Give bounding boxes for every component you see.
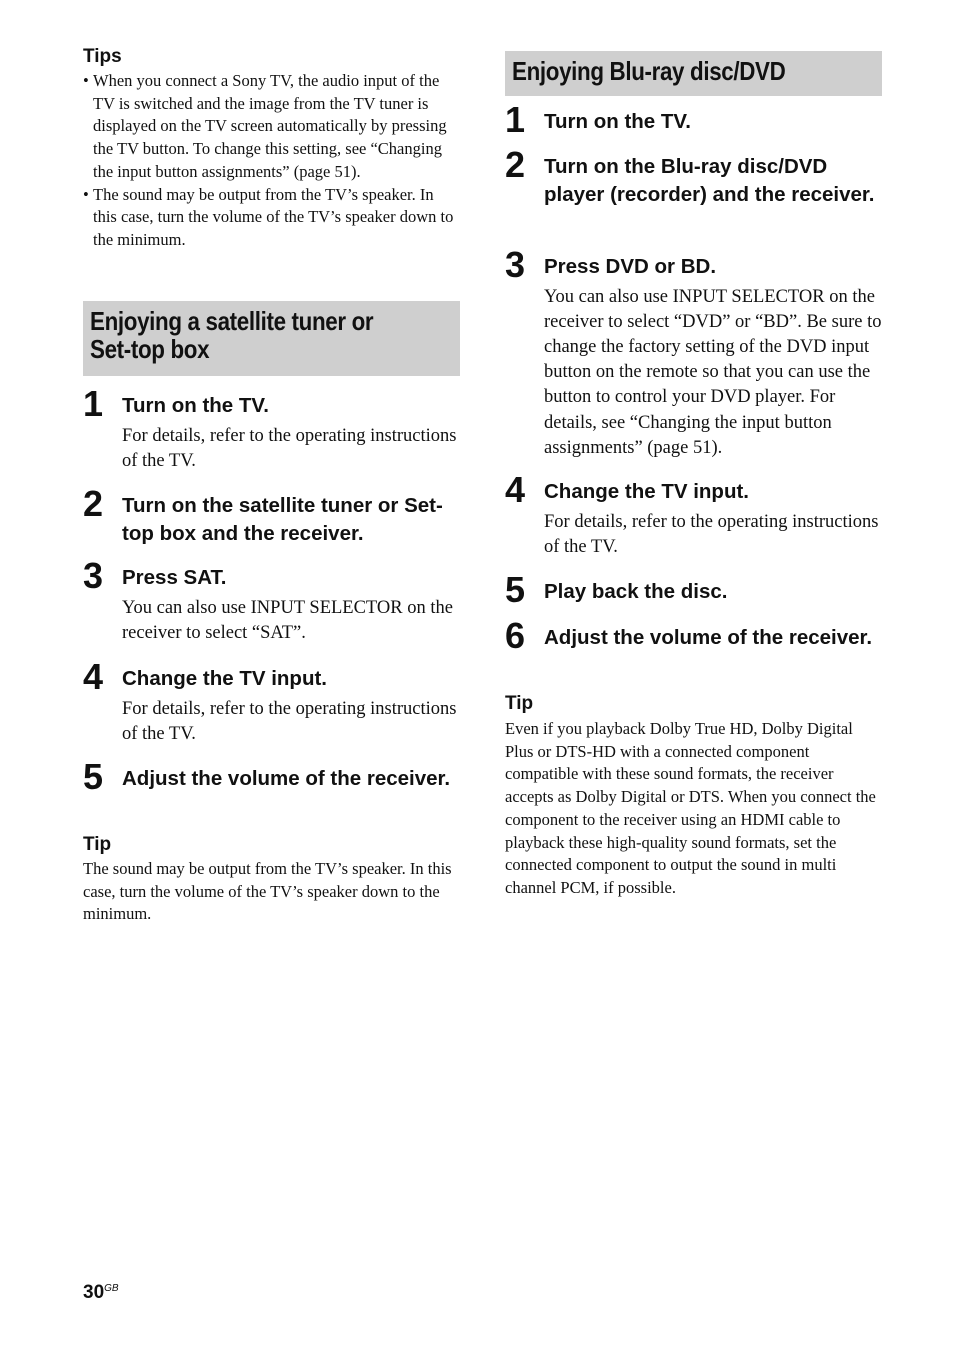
tip-text: Even if you playback Dolby True HD, Dolby Digital Plus or DTS-HD with a connected component compatible with these sound formats, the receiver accepts as Dolby Digital or DTS. When you connect the component to the receiver using an HDMI cable to playback these high-quality sound formats, set the connected component to output the sound in multi channel PCM, if possible. — [505, 719, 876, 897]
step-6 — [505, 615, 883, 656]
step-title: Play back the disc. — [544, 580, 728, 603]
step-title: Turn on the Blu-ray disc/DVD player (recorder) and the receiver. — [544, 155, 875, 206]
step-description: For details, refer to the operating instructions of the TV. — [544, 511, 879, 557]
step-1 — [505, 99, 883, 140]
tip-item: • The sound may be output from the TV’s speaker. In this case, turn the volume of the TV’s speaker down to the minimum. — [83, 184, 454, 249]
step-title: Change the TV input. — [122, 667, 327, 690]
step-2 — [83, 483, 461, 547]
step-2 — [505, 144, 883, 208]
step-title: Adjust the volume of the receiver. — [544, 626, 873, 649]
step-title: Turn on the satellite tuner or Set-top box and the receiver. — [122, 494, 443, 545]
section-heading-satellite: Enjoying a satellite tuner or Set-top box — [83, 301, 460, 376]
step-title: Change the TV input. — [544, 480, 749, 503]
step-number: 4 — [505, 469, 526, 510]
tip-text: The sound may be output from the TV’s speaker. In this case, turn the volume of the TV’s speaker down to the minimum. — [83, 859, 452, 924]
step-description: For details, refer to the operating instructions of the TV. — [122, 425, 457, 471]
step-4 — [505, 469, 883, 560]
step-title: Press DVD or BD. — [544, 255, 717, 278]
step-number: 2 — [505, 144, 526, 185]
step-3 — [83, 555, 461, 646]
step-4 — [83, 656, 461, 747]
page-number: $30^{GB}$ — [83, 1282, 119, 1303]
step-number: 1 — [505, 99, 526, 140]
tips-list — [83, 70, 461, 252]
step-title: Press SAT. — [122, 566, 227, 589]
tip-heading: Tip — [505, 693, 534, 714]
step-1 — [83, 383, 461, 474]
step-title: Turn on the TV. — [544, 110, 691, 133]
step-description: For details, refer to the operating instructions of the TV. — [122, 698, 457, 744]
tip-item: • When you connect a Sony TV, the audio input of the TV is switched and the image from the TV tuner is displayed on the TV screen automatically by pressing the TV button. To change this setting, see “Changing the input button assignments” (page 51). — [83, 71, 447, 181]
step-3 — [505, 244, 883, 461]
step-number: 2 — [83, 483, 104, 524]
region-code: GB — [104, 1283, 119, 1294]
step-number: 6 — [505, 615, 526, 656]
step-description: You can also use INPUT SELECTOR on the receiver to select “DVD” or “BD”. Be sure to change the factory setting of the DVD input button on the remote so that you can use the button to control your DVD player. For details, see “Changing the input button assignments” (page 51). — [544, 286, 882, 458]
step-number: 3 — [83, 555, 104, 596]
step-number: 5 — [83, 756, 104, 797]
step-number: 5 — [505, 569, 526, 610]
step-description: You can also use INPUT SELECTOR on the receiver to select “SAT”. — [122, 597, 453, 643]
step-5 — [505, 569, 883, 610]
step-number: 4 — [83, 656, 104, 697]
tip-heading: Tip — [83, 834, 112, 855]
step-title: Turn on the TV. — [122, 394, 269, 417]
section-heading-bluray: Enjoying Blu-ray disc/DVD — [505, 51, 882, 96]
step-number: 1 — [83, 383, 104, 424]
step-5 — [83, 756, 461, 797]
step-title: Adjust the volume of the receiver. — [122, 767, 451, 790]
tips-heading: Tips — [83, 46, 122, 67]
step-number: 3 — [505, 244, 526, 285]
